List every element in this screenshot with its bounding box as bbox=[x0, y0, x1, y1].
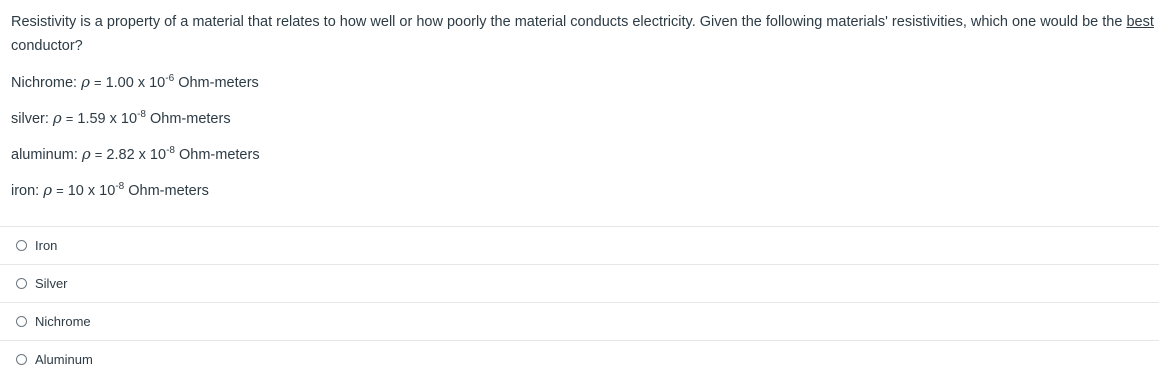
resistivity-mantissa: 1.59 x 10 bbox=[77, 111, 138, 127]
equals-sign: = bbox=[65, 111, 74, 126]
rho-symbol: ρ bbox=[81, 73, 90, 91]
material-aluminum bbox=[11, 144, 260, 165]
rho-symbol: ρ bbox=[43, 181, 53, 199]
answer-label[interactable]: Nichrome bbox=[35, 313, 91, 329]
resistivity-exponent: -8 bbox=[166, 145, 175, 156]
radio-button[interactable] bbox=[16, 354, 27, 365]
equals-sign: = bbox=[56, 183, 64, 198]
answer-label[interactable]: Silver bbox=[35, 275, 68, 291]
question-emphasis: best bbox=[1126, 14, 1154, 30]
material-iron bbox=[11, 180, 209, 201]
material-name: iron: bbox=[11, 183, 40, 199]
material-nichrome bbox=[11, 72, 259, 93]
resistivity-unit: Ohm-meters bbox=[128, 183, 209, 199]
resistivity-exponent: -8 bbox=[115, 181, 125, 192]
resistivity-unit: Ohm-meters bbox=[178, 75, 259, 91]
resistivity-mantissa: 10 x 10 bbox=[67, 183, 116, 199]
answer-label[interactable]: Aluminum bbox=[35, 351, 93, 367]
answer-label[interactable]: Iron bbox=[35, 237, 58, 253]
answer-option-nichrome[interactable] bbox=[0, 302, 1159, 339]
rho-symbol: ρ bbox=[52, 109, 62, 127]
question-text-end: conductor? bbox=[11, 38, 83, 54]
material-name: aluminum: bbox=[11, 147, 78, 163]
radio-button[interactable] bbox=[16, 316, 27, 327]
answer-option-silver[interactable] bbox=[0, 264, 1159, 301]
material-silver bbox=[11, 108, 231, 129]
resistivity-exponent: -8 bbox=[137, 109, 146, 120]
resistivity-unit: Ohm-meters bbox=[150, 111, 231, 127]
resistivity-exponent: -6 bbox=[165, 73, 175, 84]
equals-sign: = bbox=[94, 147, 103, 162]
material-name: Nichrome: bbox=[11, 75, 78, 91]
rho-symbol: ρ bbox=[81, 145, 91, 163]
resistivity-unit: Ohm-meters bbox=[179, 147, 260, 163]
radio-button[interactable] bbox=[16, 240, 27, 251]
material-name: silver: bbox=[11, 111, 49, 127]
question-text-start: Resistivity is a property of a material that relates to how well or how poorly the material conducts electricity. Given the following materials' resistivities, which one would be the bbox=[11, 14, 1127, 30]
answer-option-iron[interactable] bbox=[0, 226, 1159, 263]
answer-option-aluminum[interactable] bbox=[0, 340, 1159, 377]
question-text bbox=[11, 10, 1156, 58]
answer-list bbox=[0, 226, 1159, 378]
resistivity-mantissa: 2.82 x 10 bbox=[106, 147, 167, 163]
resistivity-mantissa: 1.00 x 10 bbox=[105, 75, 166, 91]
radio-button[interactable] bbox=[16, 278, 27, 289]
equals-sign: = bbox=[93, 75, 102, 90]
